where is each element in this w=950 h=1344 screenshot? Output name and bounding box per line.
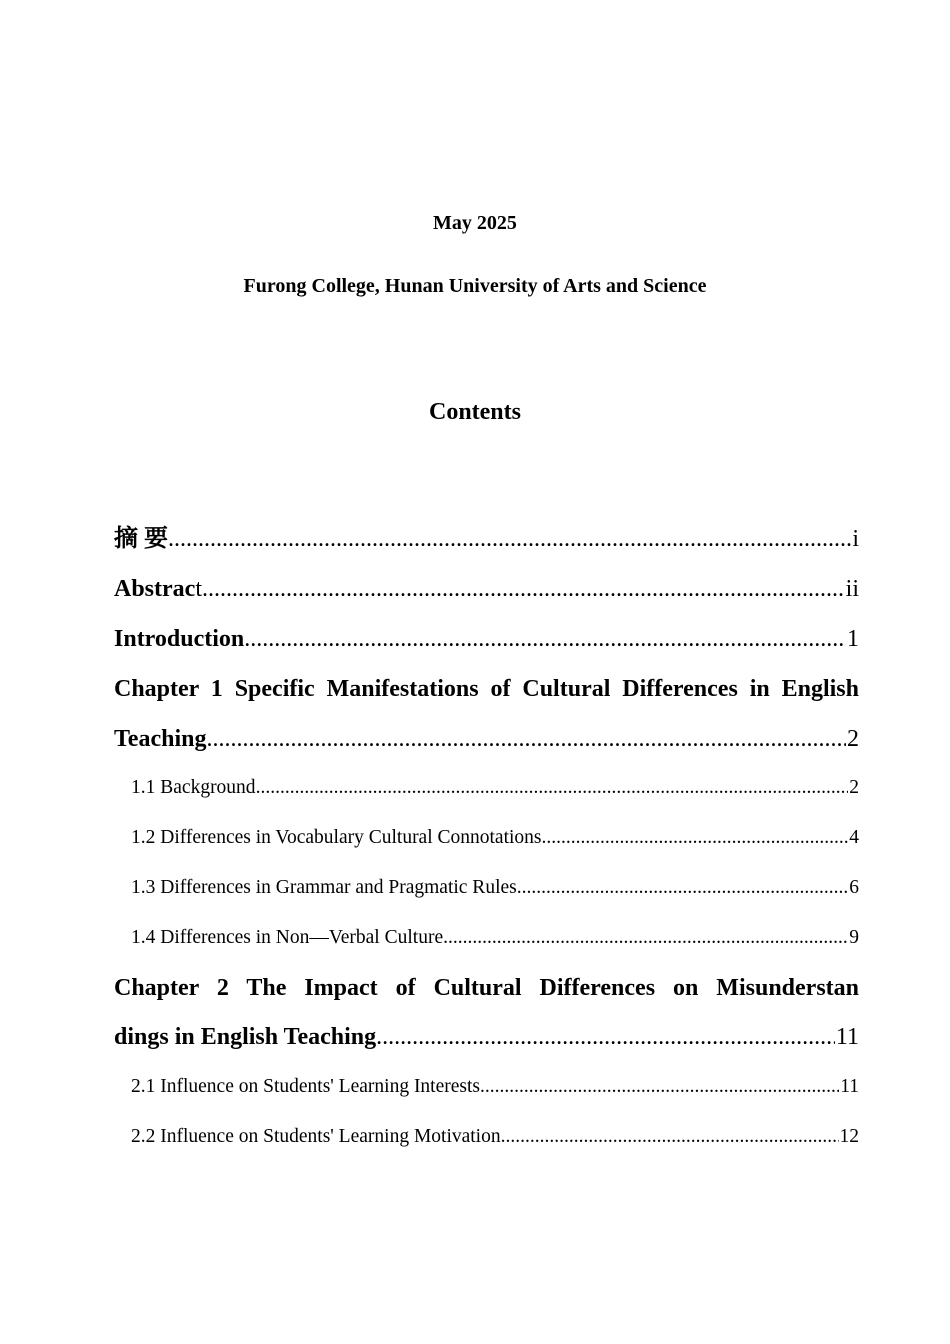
- toc-leader: [202, 574, 845, 604]
- toc-entry-zhaiyao[interactable]: [114, 524, 859, 554]
- toc-page-number: 1: [847, 626, 859, 652]
- toc-entry-title: dings in English Teaching: [114, 1024, 377, 1050]
- toc-page-number: 2: [847, 726, 859, 752]
- toc-leader: [517, 875, 849, 901]
- toc-leader: [168, 524, 851, 554]
- toc-entry-section-2-2[interactable]: [131, 1124, 859, 1150]
- toc-page-number: i: [852, 526, 859, 552]
- contents-heading: Contents: [428, 399, 521, 425]
- toc-leader: [376, 1022, 835, 1052]
- toc-entry-title: 1.1 Background: [131, 777, 256, 798]
- toc-entry-title: 2.2 Influence on Students' Learning Motivation: [131, 1126, 501, 1147]
- toc-page-number: 6: [849, 877, 859, 898]
- toc-page-number: ii: [845, 576, 859, 602]
- toc-entry-section-1-3[interactable]: [131, 875, 859, 901]
- toc-entry-title: [114, 574, 202, 604]
- toc-entry-title: Introduction: [114, 626, 245, 652]
- toc-leader: [244, 624, 846, 654]
- toc-page-number: 4: [849, 827, 859, 848]
- toc-entry-title: Teaching: [114, 726, 207, 752]
- toc-page-number: 11: [835, 1024, 859, 1050]
- toc-leader: [206, 724, 846, 754]
- toc-entry-section-1-4[interactable]: [131, 925, 859, 951]
- college-name: Furong College, Hunan University of Arts and Science: [243, 275, 707, 297]
- toc-leader: [256, 775, 849, 801]
- toc-entry-title-bold: Abstrac: [114, 576, 196, 602]
- toc-page-number: 9: [849, 927, 859, 948]
- toc-leader: [501, 1124, 839, 1150]
- toc-page-number: 11: [840, 1076, 859, 1097]
- toc-leader: [480, 1074, 839, 1100]
- toc-entry-section-1-1[interactable]: [131, 775, 859, 801]
- toc-chapter1-line1[interactable]: Chapter 1 Specific Manifestations of Cultural Differences in English: [114, 676, 859, 702]
- toc-entry-title: 1.4 Differences in Non—Verbal Culture: [131, 927, 444, 948]
- toc-entry-section-2-1[interactable]: [131, 1074, 859, 1100]
- toc-chapter2-line1[interactable]: Chapter 2 The Impact of Cultural Differences on Misunderstan: [114, 975, 859, 1001]
- toc-entry-section-1-2[interactable]: [131, 825, 859, 851]
- toc-entry-abstract[interactable]: [114, 574, 859, 604]
- toc-entry-title-tail: t: [195, 576, 202, 602]
- toc-entry-title: 2.1 Influence on Students' Learning Interests: [131, 1076, 481, 1097]
- submission-date: May 2025: [433, 212, 517, 234]
- toc-entry-introduction[interactable]: [114, 624, 859, 654]
- toc-leader: [443, 925, 848, 951]
- toc-entry-title: 1.3 Differences in Grammar and Pragmatic Rules: [131, 877, 517, 898]
- toc-leader: [542, 825, 849, 851]
- toc-entry-chapter1[interactable]: [114, 724, 859, 754]
- toc-page-number: 2: [849, 777, 859, 798]
- toc-entry-title: 摘 要: [114, 526, 168, 552]
- toc-page-number: 12: [839, 1126, 859, 1147]
- toc-entry-title: 1.2 Differences in Vocabulary Cultural Connotations: [131, 827, 542, 848]
- toc-entry-chapter2[interactable]: [114, 1022, 859, 1052]
